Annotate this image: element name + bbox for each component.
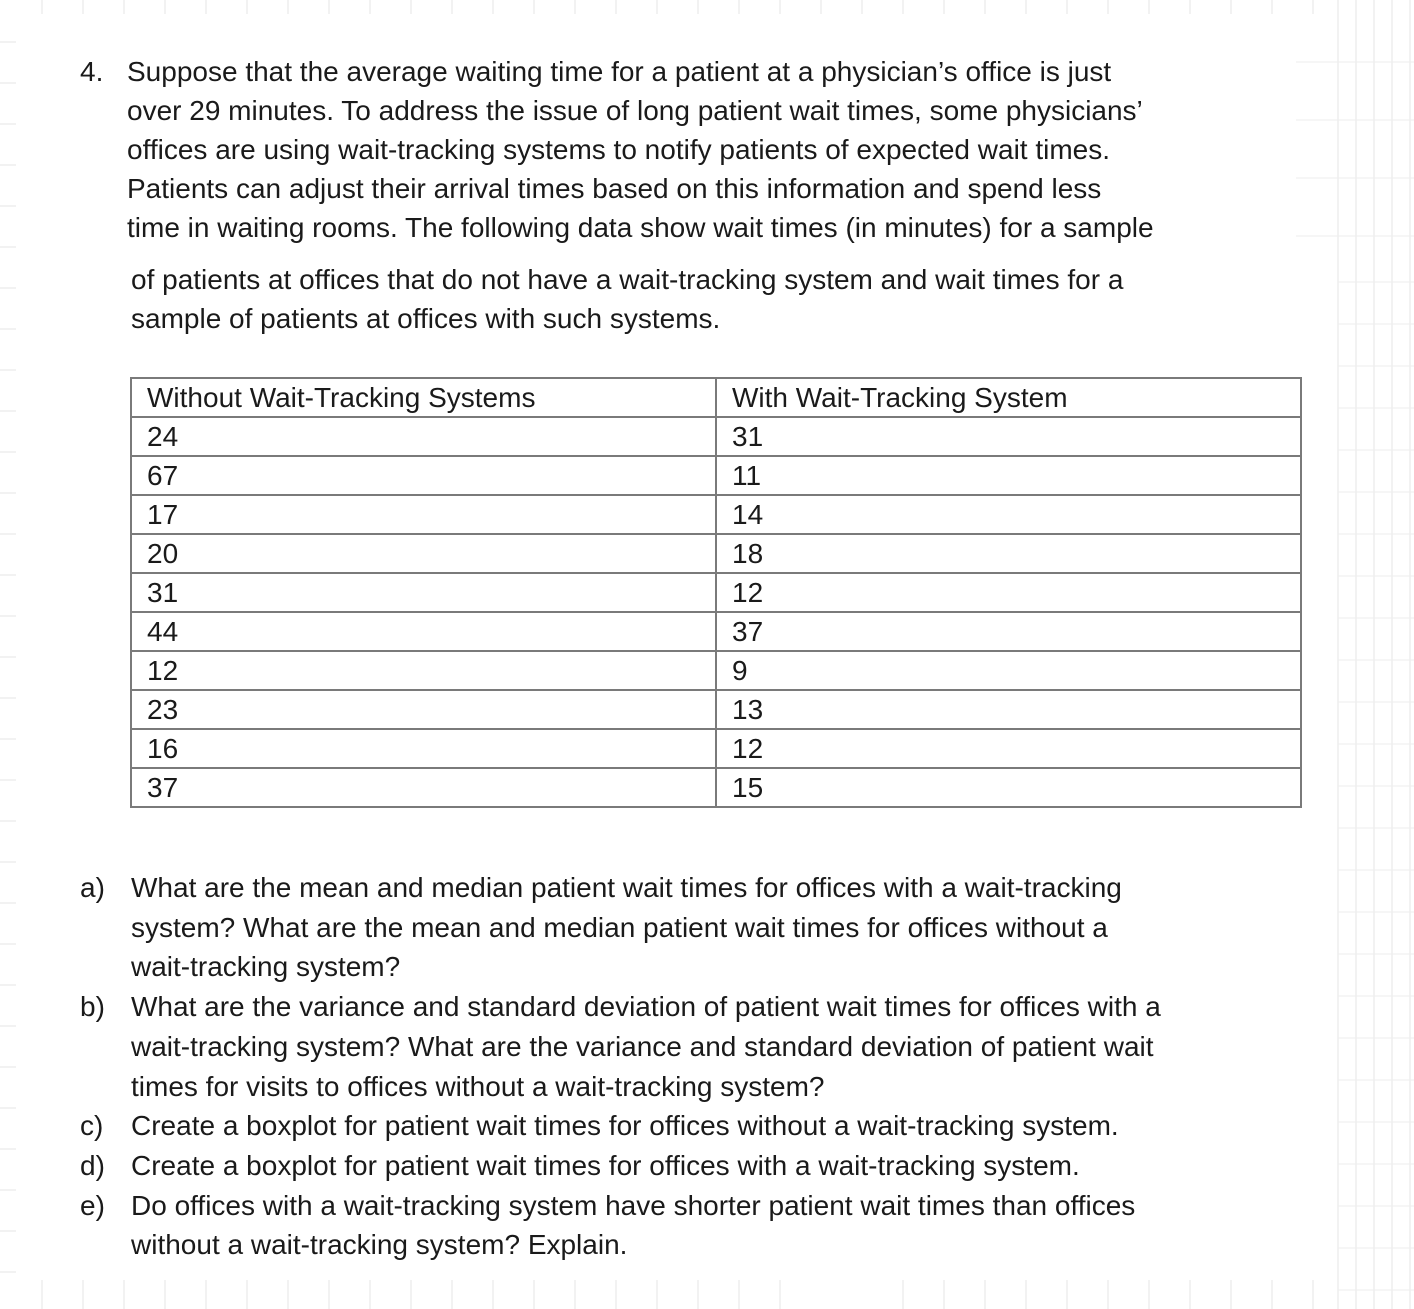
- table-row: [131, 495, 1301, 534]
- question-line: without a wait-tracking system? Explain.: [131, 1229, 628, 1261]
- intro-line: Suppose that the average waiting time for a patient at a physician’s office is just: [127, 56, 1112, 87]
- question-label: c): [80, 1110, 104, 1142]
- cell-without: 31: [131, 573, 716, 612]
- question-line: times for visits to offices without a wait-tracking system?: [131, 1070, 825, 1102]
- cell-without: 37: [131, 768, 716, 807]
- cell-with: 18: [716, 534, 1301, 573]
- cell-with: 31: [716, 417, 1301, 456]
- cell-with: 15: [716, 768, 1301, 807]
- table-row: [131, 534, 1301, 573]
- cell-with: 12: [716, 729, 1301, 768]
- table-row: [131, 456, 1301, 495]
- table-row: [131, 729, 1301, 768]
- table-row: [131, 768, 1301, 807]
- question-a: [80, 868, 1320, 987]
- table-row: [131, 612, 1301, 651]
- question-line: wait-tracking system? What are the variance and standard deviation of patient wait: [131, 1030, 1154, 1062]
- cell-without: 17: [131, 495, 716, 534]
- intro-line: sample of patients at offices with such systems.: [131, 303, 721, 334]
- cell-without: 24: [131, 417, 716, 456]
- table-row: [131, 651, 1301, 690]
- problem-number: 4.: [80, 56, 104, 87]
- cell-with: 9: [716, 651, 1301, 690]
- cell-with: 37: [716, 612, 1301, 651]
- question-label: a): [80, 872, 105, 903]
- question-line: wait-tracking system?: [131, 951, 401, 983]
- table-row: [131, 573, 1301, 612]
- problem-intro: [127, 52, 1307, 247]
- table-header-row: [131, 378, 1301, 417]
- cell-without: 16: [131, 729, 716, 768]
- question-line: Create a boxplot for patient wait times for offices without a wait-tracking system.: [131, 1110, 1119, 1142]
- header-without-tracking: Without Wait-Tracking Systems: [131, 378, 716, 417]
- cell-without: 67: [131, 456, 716, 495]
- intro-line: time in waiting rooms. The following data show wait times (in minutes) for a sample: [127, 212, 1154, 243]
- intro-line: offices are using wait-tracking systems to notify patients of expected wait times.: [127, 134, 1111, 165]
- header-with-tracking: With Wait-Tracking System: [716, 378, 1301, 417]
- table-row: [131, 417, 1301, 456]
- cell-without: 23: [131, 690, 716, 729]
- question-e: [80, 1186, 1320, 1265]
- cell-with: 11: [716, 456, 1301, 495]
- question-line: What are the variance and standard deviation of patient wait times for offices with a: [131, 991, 1161, 1023]
- problem-intro-continued: [131, 260, 1311, 338]
- intro-line: of patients at offices that do not have a wait-tracking system and wait times for a: [131, 264, 1124, 295]
- question-label: b): [80, 991, 105, 1023]
- cell-without: 20: [131, 534, 716, 573]
- question-c: [80, 1106, 1320, 1146]
- question-line: What are the mean and median patient wait times for offices with a wait-tracking: [131, 872, 1122, 903]
- intro-line: Patients can adjust their arrival times based on this information and spend less: [127, 173, 1102, 204]
- question-label: d): [80, 1149, 105, 1181]
- table-row: [131, 690, 1301, 729]
- cell-with: 13: [716, 690, 1301, 729]
- intro-line: over 29 minutes. To address the issue of long patient wait times, some physicians’: [127, 95, 1143, 126]
- question-line: system? What are the mean and median patient wait times for offices without a: [131, 911, 1108, 943]
- cell-with: 14: [716, 495, 1301, 534]
- question-d: [80, 1146, 1320, 1186]
- wait-times-table: [130, 377, 1302, 808]
- cell-without: 44: [131, 612, 716, 651]
- question-line: Do offices with a wait-tracking system have shorter patient wait times than offices: [131, 1189, 1136, 1221]
- question-list: [80, 868, 1320, 1265]
- question-b: [80, 987, 1320, 1106]
- cell-without: 12: [131, 651, 716, 690]
- cell-with: 12: [716, 573, 1301, 612]
- question-label: e): [80, 1189, 105, 1221]
- question-line: Create a boxplot for patient wait times for offices with a wait-tracking system.: [131, 1149, 1080, 1181]
